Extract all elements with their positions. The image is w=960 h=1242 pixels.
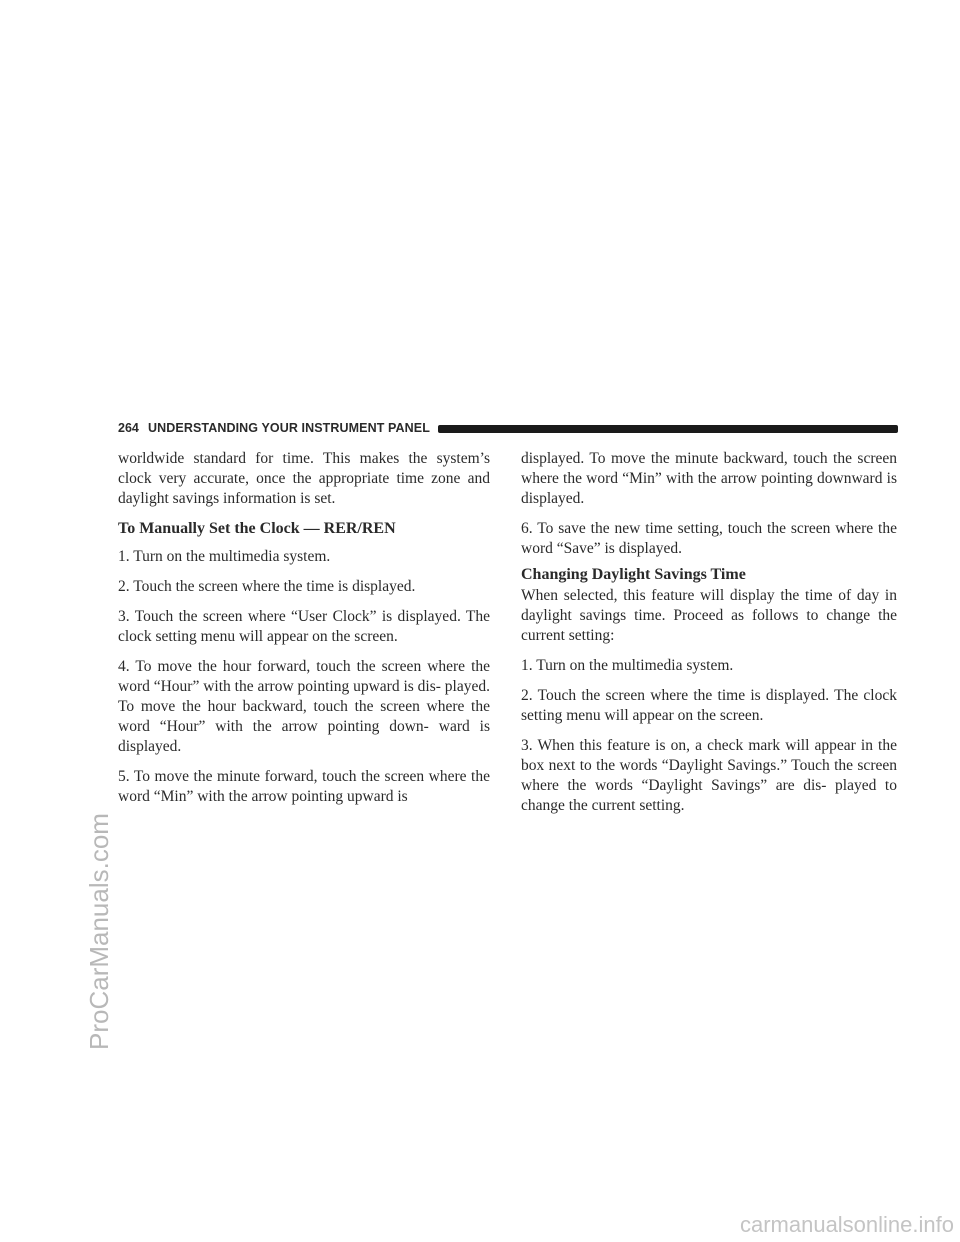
daylight-step-2: 2. Touch the screen where the time is displayed. The clock setting menu will appear on the screen. [521,687,897,724]
daylight-step-1: 1. Turn on the multimedia system. [521,657,734,674]
clock-step-1: 1. Turn on the multimedia system. [118,548,331,565]
left-column [118,449,490,817]
daylight-intro-paragraph: When selected, this feature will display the time of day in daylight savings time. Proceed as follows to change the current setting: [521,587,897,644]
clock-step-3: 3. Touch the screen where “User Clock” is displayed. The clock setting menu will appear on the screen. [118,608,490,645]
side-watermark: ProCarManuals.com [84,813,114,1050]
clock-step-5-continued: displayed. To move the minute backward, touch the screen where the word “Min” with the arrow pointing downward is displayed. [521,450,897,507]
footer-watermark: carmanualsonline.info [739,1212,954,1237]
daylight-step-3: 3. When this feature is on, a check mark will appear in the box next to the words “Daylight Savings.” Touch the screen where the words “Daylight Savings” are dis- played to change the current setting. [521,737,897,814]
heading-daylight-savings: Changing Daylight Savings Time [521,566,746,583]
heading-manual-clock: To Manually Set the Clock — RER/REN [118,520,396,537]
intro-paragraph: worldwide standard for time. This makes the system’s clock very accurate, once the appropriate time zone and daylight savings information is set. [118,450,490,507]
clock-step-5: 5. To move the minute forward, touch the screen where the word “Min” with the arrow pointing upward is [118,768,490,805]
header-rule [438,425,898,433]
section-title: UNDERSTANDING YOUR INSTRUMENT PANEL [148,421,430,435]
right-column [521,449,897,826]
clock-step-6: 6. To save the new time setting, touch the screen where the word “Save” is displayed. [521,520,897,557]
page-number: 264 [118,421,139,435]
page-header [118,420,898,438]
clock-step-2: 2. Touch the screen where the time is displayed. [118,578,416,595]
clock-step-4: 4. To move the hour forward, touch the screen where the word “Hour” with the arrow pointing upward is dis- played. To move the hour backward, touch the screen where the word “Hour” with the arrow pointing down- ward is displayed. [118,658,490,755]
